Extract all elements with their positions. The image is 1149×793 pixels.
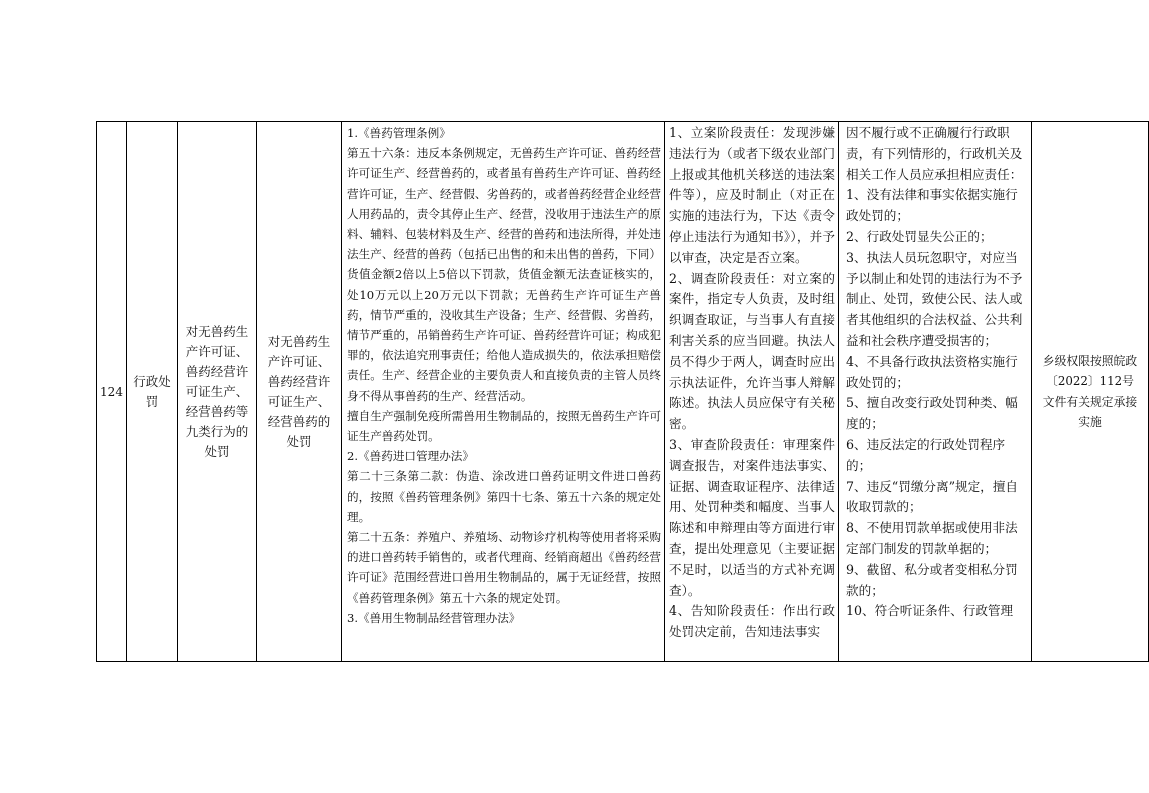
responsibility-items	[665, 122, 839, 662]
sub-item-name: 对无兽药生产许可证、兽药经营许可证生产、经营兽药的处罚	[257, 122, 342, 662]
accountability-items	[839, 122, 1032, 662]
fault-item: 6、违反法定的行政处罚程序的；	[846, 436, 1006, 473]
basis-paragraph: 第五十六条：违反本条例规定，无兽药生产许可证、兽药经营许可证生产、经营兽药的，或者虽有兽药生产许可证、兽药经营许可证，生产、经营假、劣兽药的，或者兽药经营企业经营人用药品的，责令其停止生产、经营，没收用于违法生产的原料、辅料、包装材料及生产、经营的兽药和违法所得，并处违法生产、经营的兽药（包括已出售的和未出售的兽药，下同）货值金额2倍以上5倍以下罚款，货值金额无法查证核实的，处10万元以上20万元以下罚款；无兽药生产许可证生产兽药，情节严重的，没收其生产设备；生产、经营假、劣兽药，情节严重的，吊销兽药生产许可证、兽药经营许可证；构成犯罪的，依法追究刑事责任；给他人造成损失的，依法承担赔偿责任。生产、经营企业的主要负责人和直接负责的主管人员终身不得从事兽药的生产、经营活动。	[347, 146, 661, 403]
fault-item: 1、没有法律和事实依据实施行政处罚的；	[846, 187, 1018, 224]
fault-item: 5、擅自改变行政处罚种类、幅度的；	[846, 395, 1018, 432]
responsibility-item: 3、审查阶段责任：审理案件调查报告，对案件违法事实、证据、调查取证程序、法律适用、处罚种类和幅度、当事人陈述和申辩理由等方面进行审查，提出处理意见（主要证据不足时，以适当的方式补充调查）。	[669, 436, 835, 598]
responsibility-item: 2、调查阶段责任：对立案的案件，指定专人负责，及时组织调查取证，与当事人有直接利害关系的应当回避。执法人员不得少于两人，调查时应出示执法证件，允许当事人辩解陈述。执法人员应保守有关秘密。	[669, 270, 835, 432]
basis-paragraph: 第二十五条：养殖户、养殖场、动物诊疗机构等使用者将采购的进口兽药转手销售的，或者代理商、经销商超出《兽药经营许可证》范围经营进口兽用生物制品的，属于无证经营，按照《兽药管理条例》第五十六条的规定处罚。	[347, 530, 661, 605]
basis-paragraph: 擅自生产强制免疫所需兽用生物制品的，按照无兽药生产许可证生产兽药处罚。	[347, 408, 661, 444]
fault-item: 4、不具备行政执法资格实施行政处罚的；	[846, 353, 1018, 390]
basis-heading-1: 1.《兽药管理条例》	[347, 126, 451, 140]
remarks: 乡级权限按照皖政〔2022〕112号文件有关规定承接实施	[1032, 122, 1149, 662]
fault-item: 3、执法人员玩忽职守，对应当予以制止和处罚的违法行为不予制止、处罚，致使公民、法人或者其他组织的合法权益、公共利益和社会秩序遭受损害的；	[846, 249, 1023, 348]
basis-heading-2: 2.《兽药进口管理办法》	[347, 449, 474, 464]
basis-paragraph: 第二十三条第二款：伪造、涂改进口兽药证明文件进口兽药的，按照《兽药管理条例》第四十七条、第五十六条的规定处理。	[347, 469, 661, 524]
responsibility-item: 1、立案阶段责任：发现涉嫌违法行为（或者下级农业部门上报或其他机关移送的违法案件等），应及时制止（对正在实施的违法行为，下达《责令停止违法行为通知书》），并予以审查，决定是否立案。	[669, 125, 835, 265]
fault-item: 7、违反“罚缴分离”规定，擅自收取罚款的；	[846, 478, 1019, 515]
basis-heading-3: 3.《兽用生物制品经营管理办法》	[347, 610, 521, 625]
item-name: 对无兽药生产许可证、兽药经营许可证生产、经营兽药等九类行为的处罚	[178, 122, 257, 662]
power-category: 行政处罚	[127, 122, 178, 662]
responsibility-item: 4、告知阶段责任：作出行政处罚决定前，告知违法事实	[669, 603, 835, 640]
fault-item: 2、行政处罚显失公正的；	[846, 228, 993, 244]
fault-item: 8、不使用罚款单据或使用非法定部门制发的罚款单据的；	[846, 520, 1018, 556]
table-row	[97, 122, 1149, 662]
legal-basis	[342, 122, 665, 662]
fault-item: 9、截留、私分或者变相私分罚款的；	[846, 561, 1018, 598]
row-number: 124	[97, 122, 127, 662]
power-list-table	[96, 121, 1149, 662]
fault-item: 因不履行或不正确履行行政职责，有下列情形的，行政机关及相关工作人员应承担相应责任：	[846, 125, 1023, 182]
fault-item: 10、符合听证条件、行政管理	[846, 603, 1014, 619]
